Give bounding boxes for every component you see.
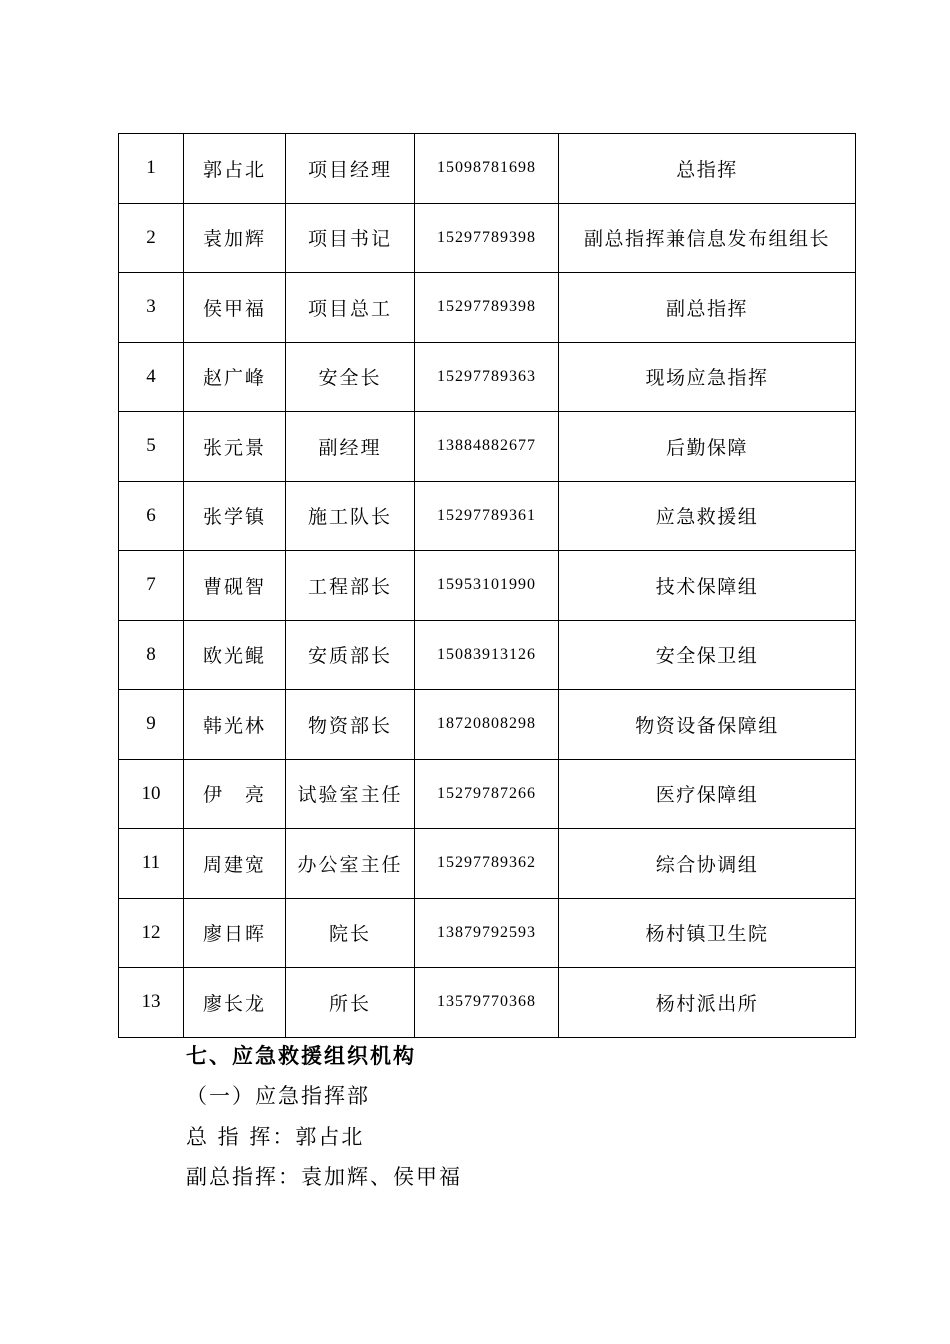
table-row bbox=[119, 759, 856, 829]
table-row bbox=[119, 412, 856, 482]
cell-position: 安全长 bbox=[286, 342, 415, 412]
table-row bbox=[119, 273, 856, 343]
cell-name: 欧光鲲 bbox=[184, 620, 286, 690]
cell-number: 11 bbox=[119, 829, 184, 899]
cell-number: 5 bbox=[119, 412, 184, 482]
deputy-commander-line: 副总指挥：袁加辉、侯甲福 bbox=[186, 1165, 462, 1189]
cell-name: 廖长龙 bbox=[184, 968, 286, 1038]
cell-name: 郭占北 bbox=[184, 134, 286, 204]
cell-name: 曹砚智 bbox=[184, 551, 286, 621]
cell-name: 张学镇 bbox=[184, 481, 286, 551]
cell-position: 项目书记 bbox=[286, 203, 415, 273]
cell-number: 3 bbox=[119, 273, 184, 343]
cell-role: 安全保卫组 bbox=[559, 620, 856, 690]
cell-phone: 15083913126 bbox=[415, 620, 559, 690]
cell-name: 赵广峰 bbox=[184, 342, 286, 412]
cell-role: 杨村派出所 bbox=[559, 968, 856, 1038]
cell-number: 2 bbox=[119, 203, 184, 273]
cell-position: 安质部长 bbox=[286, 620, 415, 690]
cell-phone: 15098781698 bbox=[415, 134, 559, 204]
cell-name: 廖日晖 bbox=[184, 898, 286, 968]
cell-name: 周建宽 bbox=[184, 829, 286, 899]
cell-number: 8 bbox=[119, 620, 184, 690]
cell-role: 副总指挥 bbox=[559, 273, 856, 343]
contact-table-body bbox=[119, 134, 856, 1038]
cell-phone: 15297789363 bbox=[415, 342, 559, 412]
cell-position: 所长 bbox=[286, 968, 415, 1038]
cell-number: 9 bbox=[119, 690, 184, 760]
sub-heading: （一）应急指挥部 bbox=[186, 1084, 370, 1108]
cell-role: 综合协调组 bbox=[559, 829, 856, 899]
cell-name: 袁加辉 bbox=[184, 203, 286, 273]
contact-table bbox=[118, 133, 856, 1038]
commander-line: 总 指 挥：郭占北 bbox=[186, 1125, 365, 1149]
cell-name: 张元景 bbox=[184, 412, 286, 482]
cell-number: 10 bbox=[119, 759, 184, 829]
cell-position: 项目总工 bbox=[286, 273, 415, 343]
cell-role: 杨村镇卫生院 bbox=[559, 898, 856, 968]
section-heading: 七、应急救援组织机构 bbox=[186, 1043, 416, 1068]
cell-position: 物资部长 bbox=[286, 690, 415, 760]
cell-phone: 15297789398 bbox=[415, 203, 559, 273]
cell-position: 办公室主任 bbox=[286, 829, 415, 899]
cell-phone: 15279787266 bbox=[415, 759, 559, 829]
cell-phone: 15297789361 bbox=[415, 481, 559, 551]
cell-phone: 13879792593 bbox=[415, 898, 559, 968]
cell-phone: 13579770368 bbox=[415, 968, 559, 1038]
table-row bbox=[119, 829, 856, 899]
cell-name: 伊 亮 bbox=[184, 759, 286, 829]
table-row bbox=[119, 690, 856, 760]
cell-role: 物资设备保障组 bbox=[559, 690, 856, 760]
cell-position: 院长 bbox=[286, 898, 415, 968]
cell-role: 医疗保障组 bbox=[559, 759, 856, 829]
cell-name: 韩光林 bbox=[184, 690, 286, 760]
cell-phone: 18720808298 bbox=[415, 690, 559, 760]
cell-phone: 15953101990 bbox=[415, 551, 559, 621]
cell-number: 13 bbox=[119, 968, 184, 1038]
table-row bbox=[119, 134, 856, 204]
cell-position: 试验室主任 bbox=[286, 759, 415, 829]
cell-position: 项目经理 bbox=[286, 134, 415, 204]
cell-phone: 15297789362 bbox=[415, 829, 559, 899]
cell-number: 12 bbox=[119, 898, 184, 968]
cell-number: 1 bbox=[119, 134, 184, 204]
cell-role: 后勤保障 bbox=[559, 412, 856, 482]
cell-role: 技术保障组 bbox=[559, 551, 856, 621]
table-row bbox=[119, 551, 856, 621]
cell-role: 副总指挥兼信息发布组组长 bbox=[559, 203, 856, 273]
cell-role: 总指挥 bbox=[559, 134, 856, 204]
cell-position: 工程部长 bbox=[286, 551, 415, 621]
table-row bbox=[119, 968, 856, 1038]
cell-role: 现场应急指挥 bbox=[559, 342, 856, 412]
cell-number: 6 bbox=[119, 481, 184, 551]
cell-role: 应急救援组 bbox=[559, 481, 856, 551]
table-row bbox=[119, 620, 856, 690]
cell-phone: 15297789398 bbox=[415, 273, 559, 343]
cell-name: 侯甲福 bbox=[184, 273, 286, 343]
cell-position: 副经理 bbox=[286, 412, 415, 482]
table-row bbox=[119, 481, 856, 551]
cell-position: 施工队长 bbox=[286, 481, 415, 551]
cell-number: 4 bbox=[119, 342, 184, 412]
table-row bbox=[119, 898, 856, 968]
table-row bbox=[119, 342, 856, 412]
cell-phone: 13884882677 bbox=[415, 412, 559, 482]
table-row bbox=[119, 203, 856, 273]
cell-number: 7 bbox=[119, 551, 184, 621]
